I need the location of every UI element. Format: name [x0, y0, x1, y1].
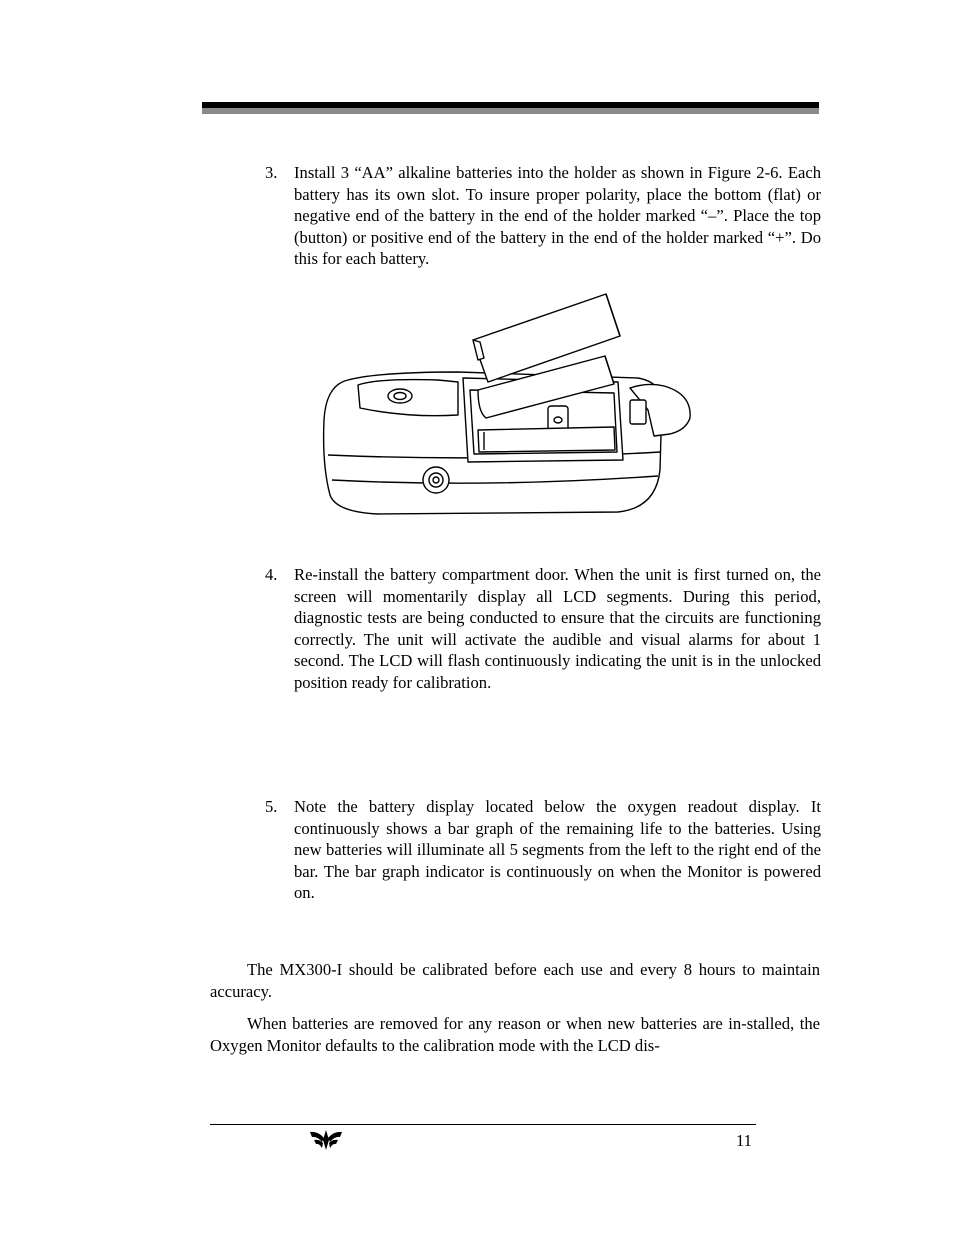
battery-removal-paragraph: When batteries are removed for any reason or when new batteries are in-stalled, the Oxygen Monitor defaults to the calibration mode with the LCD dis- — [210, 1014, 820, 1055]
page-number: 11 — [736, 1131, 752, 1150]
teledyne-logo-icon — [308, 1128, 344, 1152]
step-text: Re-install the battery compartment door. When the unit is first turned on, the screen will momentarily display all LCD segments. During this period, diagnostic tests are being conducted to ensure that the circuits are functioning correctly. The unit will activate the audible and visual alarms for about 1 second. The LCD will flash continuously indicating the unit is in the unlocked position ready for calibration. — [294, 565, 821, 692]
step-text: Install 3 “AA” alkaline batteries into the holder as shown in Figure 2-6. Each battery has its own slot. To insure proper polarity, place the bottom (flat) or negative end of the battery in the end of the holder marked “–”. Place the top (button) or positive end of the battery in the end of the holder marked “+”. Do this for each battery. — [294, 163, 821, 269]
step-text: Note the battery display located below the oxygen readout display. It continuously shows a bar graph of the remaining life to the batteries. Using new batteries will illuminate all 5 segments from the left to the right end of the bar. The bar graph indicator is continuously on when the Monitor is powered on. — [294, 797, 821, 903]
header-rule-gray — [202, 108, 819, 114]
step-number: 5. — [265, 797, 278, 816]
step-number: 3. — [265, 163, 278, 182]
battery-installation-illustration — [318, 290, 698, 520]
step-number: 4. — [265, 565, 278, 584]
calibration-paragraph: The MX300-I should be calibrated before each use and every 8 hours to maintain accuracy. — [210, 960, 820, 1001]
footer-rule — [210, 1124, 756, 1125]
